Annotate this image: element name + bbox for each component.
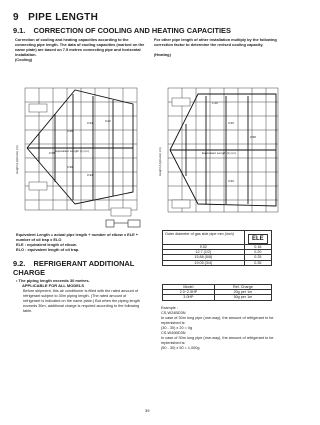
example-line: CS-W24BD3N bbox=[161, 311, 186, 315]
svg-text:0.99: 0.99 bbox=[228, 121, 234, 125]
table-cell: 15.88 (5/8) bbox=[163, 255, 245, 260]
equivalent-length-notes bbox=[16, 232, 144, 252]
ele-table-header-cell bbox=[163, 231, 245, 245]
table-header-cell: Model bbox=[163, 285, 215, 290]
cooling-correction-chart bbox=[15, 84, 145, 220]
legend-line: ELE : equivalent length of elbow. bbox=[16, 242, 77, 247]
table-cell: 19.05 (3/4) bbox=[163, 260, 245, 265]
legend-line: Equivalent Length = actual pipe length + number of elbow x ELE + number of oil trap x ELO bbox=[16, 232, 139, 242]
ele-label-cell bbox=[244, 231, 271, 245]
ele-table bbox=[162, 230, 272, 266]
svg-text:0.98: 0.98 bbox=[49, 151, 55, 155]
legend-line: ELO : equivalent length of oil trap. bbox=[16, 247, 80, 252]
svg-text:0.94: 0.94 bbox=[87, 173, 93, 177]
table-cell: 9.52 bbox=[163, 245, 245, 250]
table-row bbox=[163, 295, 272, 300]
cooling-chart-ylabel: Height (H)(metre) (m) bbox=[15, 145, 19, 174]
table-cell: 2.0~2.5HP bbox=[163, 290, 215, 295]
bullet-item: • The piping length exceeds 30 metres. APPLICABLE FOR ALL MODELS bbox=[16, 278, 90, 288]
section1-number: 9.1. bbox=[13, 26, 26, 35]
table-cell: 50g per 1m bbox=[214, 295, 271, 300]
svg-text:0.96: 0.96 bbox=[67, 165, 73, 169]
section2-title: REFRIGERANT ADDITIONAL CHARGE bbox=[13, 259, 135, 277]
table-cell: 0.35 bbox=[244, 260, 271, 265]
cooling-label: (Cooling) bbox=[15, 57, 33, 62]
table-header-cell: Ref. Charge bbox=[214, 285, 271, 290]
left-paragraph: Correction of cooling and heating capacities according to the connecting pipe length. The data of cooling capacities (marked on the name plate) are based on 7.5 metres connecting pipe and horizontal installation. bbox=[15, 37, 145, 57]
heating-label: (Heating) bbox=[154, 52, 171, 57]
table-cell: 0.25 bbox=[244, 255, 271, 260]
svg-text:0.99: 0.99 bbox=[228, 179, 234, 183]
example-line: (50 - 30) x 50 = 1,000g bbox=[161, 346, 200, 350]
ele-table-header: Outer diameter of gas side pipe mm (inch) bbox=[165, 232, 234, 236]
example-line: CS-W40BD3N bbox=[161, 331, 186, 335]
svg-text:1.00: 1.00 bbox=[212, 101, 218, 105]
heading-number: 9 bbox=[13, 12, 19, 23]
svg-text:0.94: 0.94 bbox=[87, 121, 93, 125]
left-intro bbox=[15, 37, 146, 62]
bullet-subtitle: APPLICABLE FOR ALL MODELS bbox=[22, 283, 84, 288]
svg-text:0.96: 0.96 bbox=[67, 129, 73, 133]
heating-chart-ylabel: Height (H)(metre) (m) bbox=[158, 147, 162, 176]
example-line: In case of 30m long pipe (one-way), the amount of refrigerant to be replenished is: bbox=[161, 336, 274, 345]
table-row bbox=[163, 260, 272, 265]
page-heading bbox=[13, 12, 98, 23]
section2-number: 9.2. bbox=[13, 259, 26, 268]
section-heading-9-1 bbox=[13, 26, 231, 35]
svg-text:0.98: 0.98 bbox=[250, 135, 256, 139]
bullet-title: The piping length exceeds 30 metres. bbox=[18, 278, 90, 283]
cooling-chart-xlabel: Equivalent Length (L) (m) bbox=[55, 149, 89, 153]
right-intro bbox=[154, 37, 289, 57]
page-number: 39 bbox=[145, 408, 150, 413]
section1-title: CORRECTION OF COOLING AND HEATING CAPACITIES bbox=[33, 26, 231, 35]
heating-correction-chart bbox=[158, 84, 286, 220]
example-block bbox=[161, 306, 286, 351]
svg-text:0.92: 0.92 bbox=[105, 119, 111, 123]
heading-title: PIPE LENGTH bbox=[28, 12, 99, 23]
table-cell: 20g per 1m bbox=[214, 290, 271, 295]
ele-label: ELE bbox=[248, 234, 268, 244]
refrigerant-charge-text: Before shipment, this air conditioner is filled with the rated amount of refrigerant subject to 30m piping length. (The rated amount of refrigerant is indicated on the name plate.) But when the piping length exceeds 30m, additional charge is required according to the following table. bbox=[23, 289, 140, 313]
table-cell: 0.20 bbox=[244, 250, 271, 255]
example-line: In case of 30m long pipe (one-way), the amount of refrigerant to be replenished is: bbox=[161, 316, 274, 325]
example-line: (30 - 30) x 20 = 0g bbox=[161, 326, 193, 330]
table-cell: 3.0HP bbox=[163, 295, 215, 300]
table-cell: 0.18 bbox=[244, 245, 271, 250]
section-heading-9-2 bbox=[13, 260, 145, 277]
example-title: Example : bbox=[161, 306, 178, 310]
right-paragraph: For other pipe length of other installation multiply by the following correction factor to determine the revised cooling capacity. bbox=[154, 37, 277, 47]
heating-chart-xlabel: Equivalent Length (L) (m) bbox=[202, 151, 236, 155]
piping-diagram-icon bbox=[104, 218, 144, 230]
table-cell: 12.7 (1/2) bbox=[163, 250, 245, 255]
refrigerant-charge-table bbox=[162, 284, 272, 301]
